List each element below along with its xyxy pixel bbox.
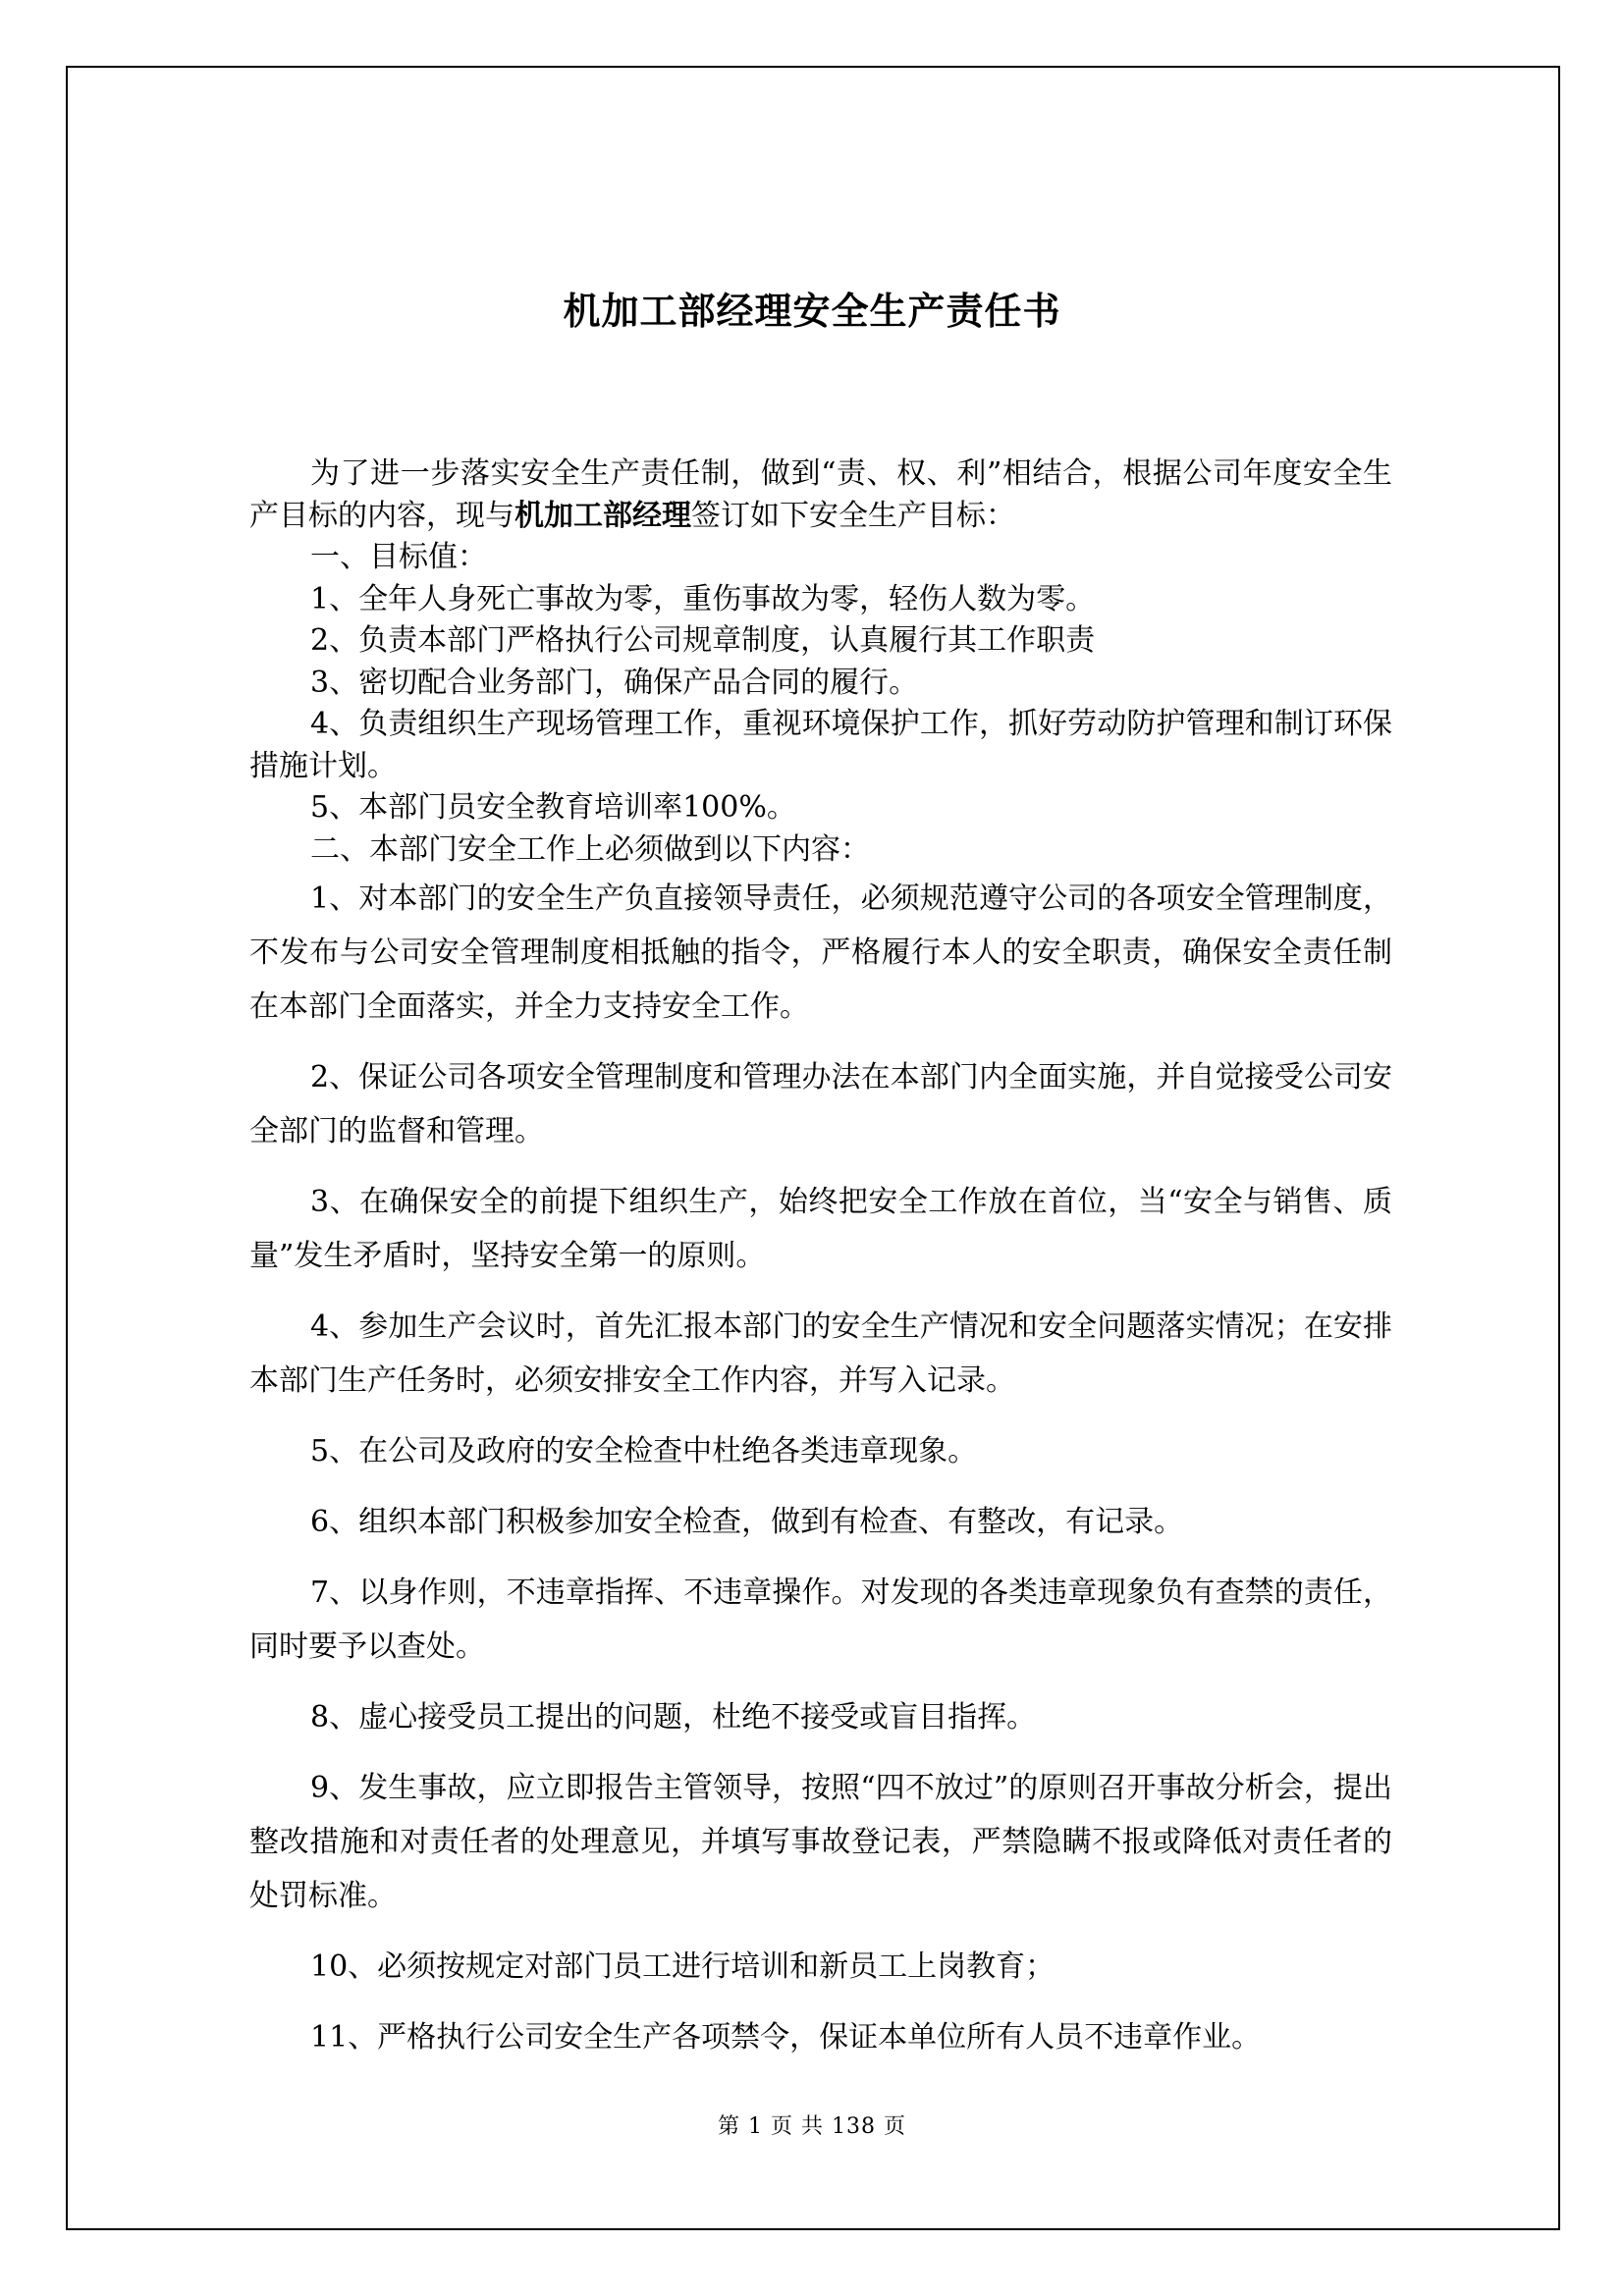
list-item: 3、密切配合业务部门，确保产品合同的履行。 bbox=[310, 665, 919, 700]
document-title: 机加工部经理安全生产责任书 bbox=[563, 289, 1061, 333]
duty-item: 3、在确保安全的前提下组织生产，始终把安全工作放在首位，当“安全与销售、质量”发生矛盾时，坚持安全第一的原则。 bbox=[249, 1185, 1392, 1273]
duty-item: 7、以身作则，不违章指挥、不违章操作。对发现的各类违章现象负有查禁的责任，同时要予以查处。 bbox=[249, 1575, 1392, 1664]
section-heading: 一、目标值： bbox=[310, 540, 487, 574]
document-duties-block bbox=[249, 872, 1392, 2064]
intro-text: 为了进一步落实安全生产责任制，做到“责、权、利”相结合，根据公司年度安全生产目标的内容，现与 bbox=[249, 456, 1392, 533]
duty-item: 2、保证公司各项安全管理制度和管理办法在本部门内全面实施，并自觉接受公司安全部门的监督和管理。 bbox=[249, 1060, 1392, 1148]
intro-paragraph bbox=[249, 454, 1392, 537]
list-item: 2、负责本部门严格执行公司规章制度，认真履行其工作职责 bbox=[310, 623, 1096, 658]
list-item: 4、负责组织生产现场管理工作，重视环境保护工作，抓好劳动防护管理和制订环保措施计划。 bbox=[249, 707, 1392, 783]
duty-item: 5、在公司及政府的安全检查中杜绝各类违章现象。 bbox=[310, 1434, 978, 1468]
duty-item: 9、发生事故，应立即报告主管领导，按照“四不放过”的原则召开事故分析会，提出整改措施和对责任者的处理意见，并填写事故登记表，严禁隐瞒不报或降低对责任者的处罚标准。 bbox=[249, 1771, 1392, 1913]
duty-item: 11、严格执行公司安全生产各项禁令，保证本单位所有人员不违章作业。 bbox=[310, 2020, 1262, 2055]
list-item: 5、本部门员安全教育培训率100%。 bbox=[310, 790, 796, 825]
intro-highlight: 机加工部经理 bbox=[514, 498, 691, 533]
duty-item: 8、虚心接受员工提出的问题，杜绝不接受或盲目指挥。 bbox=[310, 1700, 1037, 1735]
section-heading: 二、本部门安全工作上必须做到以下内容： bbox=[310, 831, 870, 867]
duty-item: 4、参加生产会议时，首先汇报本部门的安全生产情况和安全问题落实情况；在安排本部门生产任务时，必须安排安全工作内容，并写入记录。 bbox=[249, 1309, 1392, 1398]
duty-item: 6、组织本部门积极参加安全检查，做到有检查、有整改，有记录。 bbox=[310, 1505, 1184, 1539]
page-number-footer bbox=[0, 2109, 1624, 2140]
intro-text-end: 签订如下安全生产目标： bbox=[691, 498, 1015, 533]
list-item: 1、全年人身死亡事故为零，重伤事故为零，轻伤人数为零。 bbox=[310, 581, 1096, 616]
duty-item: 1、对本部门的安全生产负直接领导责任，必须规范遵守公司的各项安全管理制度，不发布与公司安全管理制度相抵触的指令，严格履行本人的安全职责，确保安全责任制在本部门全面落实，并全力支持安全工作。 bbox=[249, 881, 1392, 1024]
duty-item: 10、必须按规定对部门员工进行培训和新员工上岗教育； bbox=[310, 1949, 1056, 1984]
page-number: 第 1 页 共 138 页 bbox=[718, 2114, 906, 2139]
document-intro-block bbox=[249, 454, 1392, 871]
